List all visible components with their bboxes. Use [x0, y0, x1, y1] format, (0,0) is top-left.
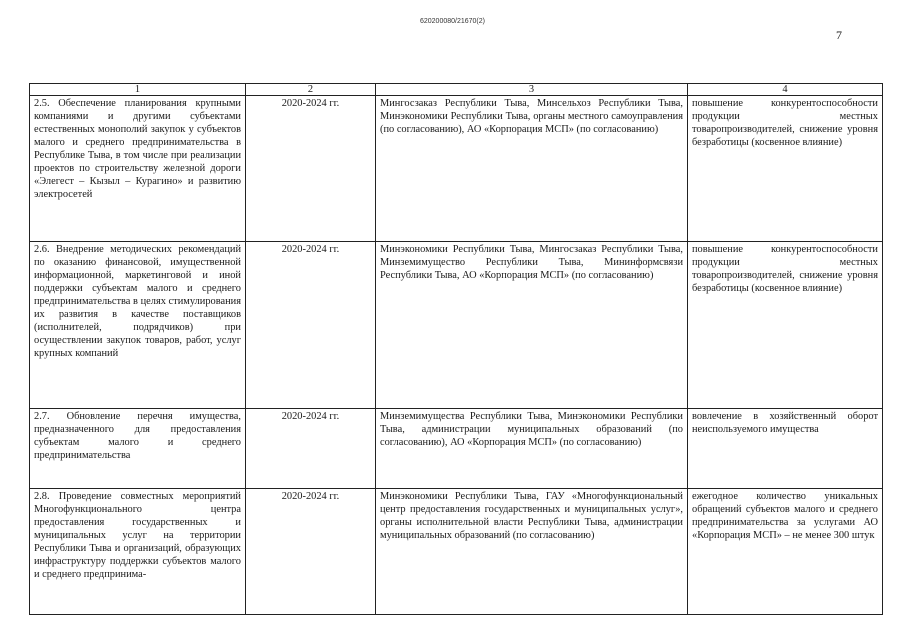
result-cell: ежегодное количество уникальных обращений субъектов малого и среднего предпринимательства за услугами АО «Корпорация МСП» – не менее 300 штук	[688, 489, 883, 615]
result-cell: повышение конкурентоспособности продукции местных товаропроизводителей, снижение уровня безработицы (косвенное влияние)	[688, 242, 883, 409]
table-row	[30, 409, 883, 489]
executors-cell: Мингосзаказ Республики Тыва, Минсельхоз Республики Тыва, Минэкономики Республики Тыва, органы местного самоуправления (по согласованию), АО «Корпорация МСП» (по согласованию)	[376, 96, 688, 242]
period-cell: 2020-2024 гг.	[246, 409, 376, 489]
measure-cell: 2.8. Проведение совместных мероприятий Многофункционального центра предоставления государственных и муниципальных услуг на территории Республики Тыва и организаций, образующих инфраструктуру поддержки субъектов малого и среднего предпринима-	[30, 489, 246, 615]
table-row	[30, 242, 883, 409]
period-cell: 2020-2024 гг.	[246, 489, 376, 615]
column-header: 1	[30, 84, 246, 96]
period-cell: 2020-2024 гг.	[246, 242, 376, 409]
result-cell: вовлечение в хозяйственный оборот неиспользуемого имущества	[688, 409, 883, 489]
table-row	[30, 96, 883, 242]
executors-cell: Минэкономики Республики Тыва, Мингосзаказ Республики Тыва, Минземимущество Республики Тыва, Mининформсвязи Республики Тыва, АО «Корпорация МСП» (по согласованию)	[376, 242, 688, 409]
table-row	[30, 489, 883, 615]
result-cell: повышение конкурентоспособности продукции местных товаропроизводителей, снижение уровня безработицы (косвенное влияние)	[688, 96, 883, 242]
executors-cell: Минэкономики Республики Тыва, ГАУ «Многофункциональный центр предоставления государственных и муниципальных услуг», органы исполнительной власти Республики Тыва, администрации муниципальных образований (по согласованию)	[376, 489, 688, 615]
measure-cell: 2.6. Внедрение методических рекомендаций по оказанию финансовой, имущественной информационной, маркетинговой и иной поддержки субъектам малого и среднего предпринимательства в целях стимулирования их развития в качестве поставщиков (исполнителей, подрядчиков) при осуществлении закупок товаров, работ, услуг крупных компаний	[30, 242, 246, 409]
table-header-row	[30, 84, 883, 96]
column-header: 2	[246, 84, 376, 96]
page-number: 7	[836, 28, 842, 42]
period-cell: 2020-2024 гг.	[246, 96, 376, 242]
measure-cell: 2.7. Обновление перечня имущества, предназначенного для предоставления субъектам малого и среднего предпринимательства	[30, 409, 246, 489]
document-id: 620200080/21670(2)	[419, 18, 485, 25]
executors-cell: Минземимущества Республики Тыва, Минэкономики Республики Тыва, администрации муниципальных образований (по согласованию), АО «Корпорация МСП» (по согласованию)	[376, 409, 688, 489]
column-header: 3	[376, 84, 688, 96]
column-header: 4	[688, 84, 883, 96]
measure-cell: 2.5. Обеспечение планирования крупными компаниями и другими субъектами естественных монополий закупок у субъектов малого и среднего предпринимательства в Республике Тыва, в том числе при реализации проектов по строительству железной дороги «Элегест – Кызыл – Курагино» и развитию электросетей	[30, 96, 246, 242]
measures-table	[29, 83, 883, 615]
